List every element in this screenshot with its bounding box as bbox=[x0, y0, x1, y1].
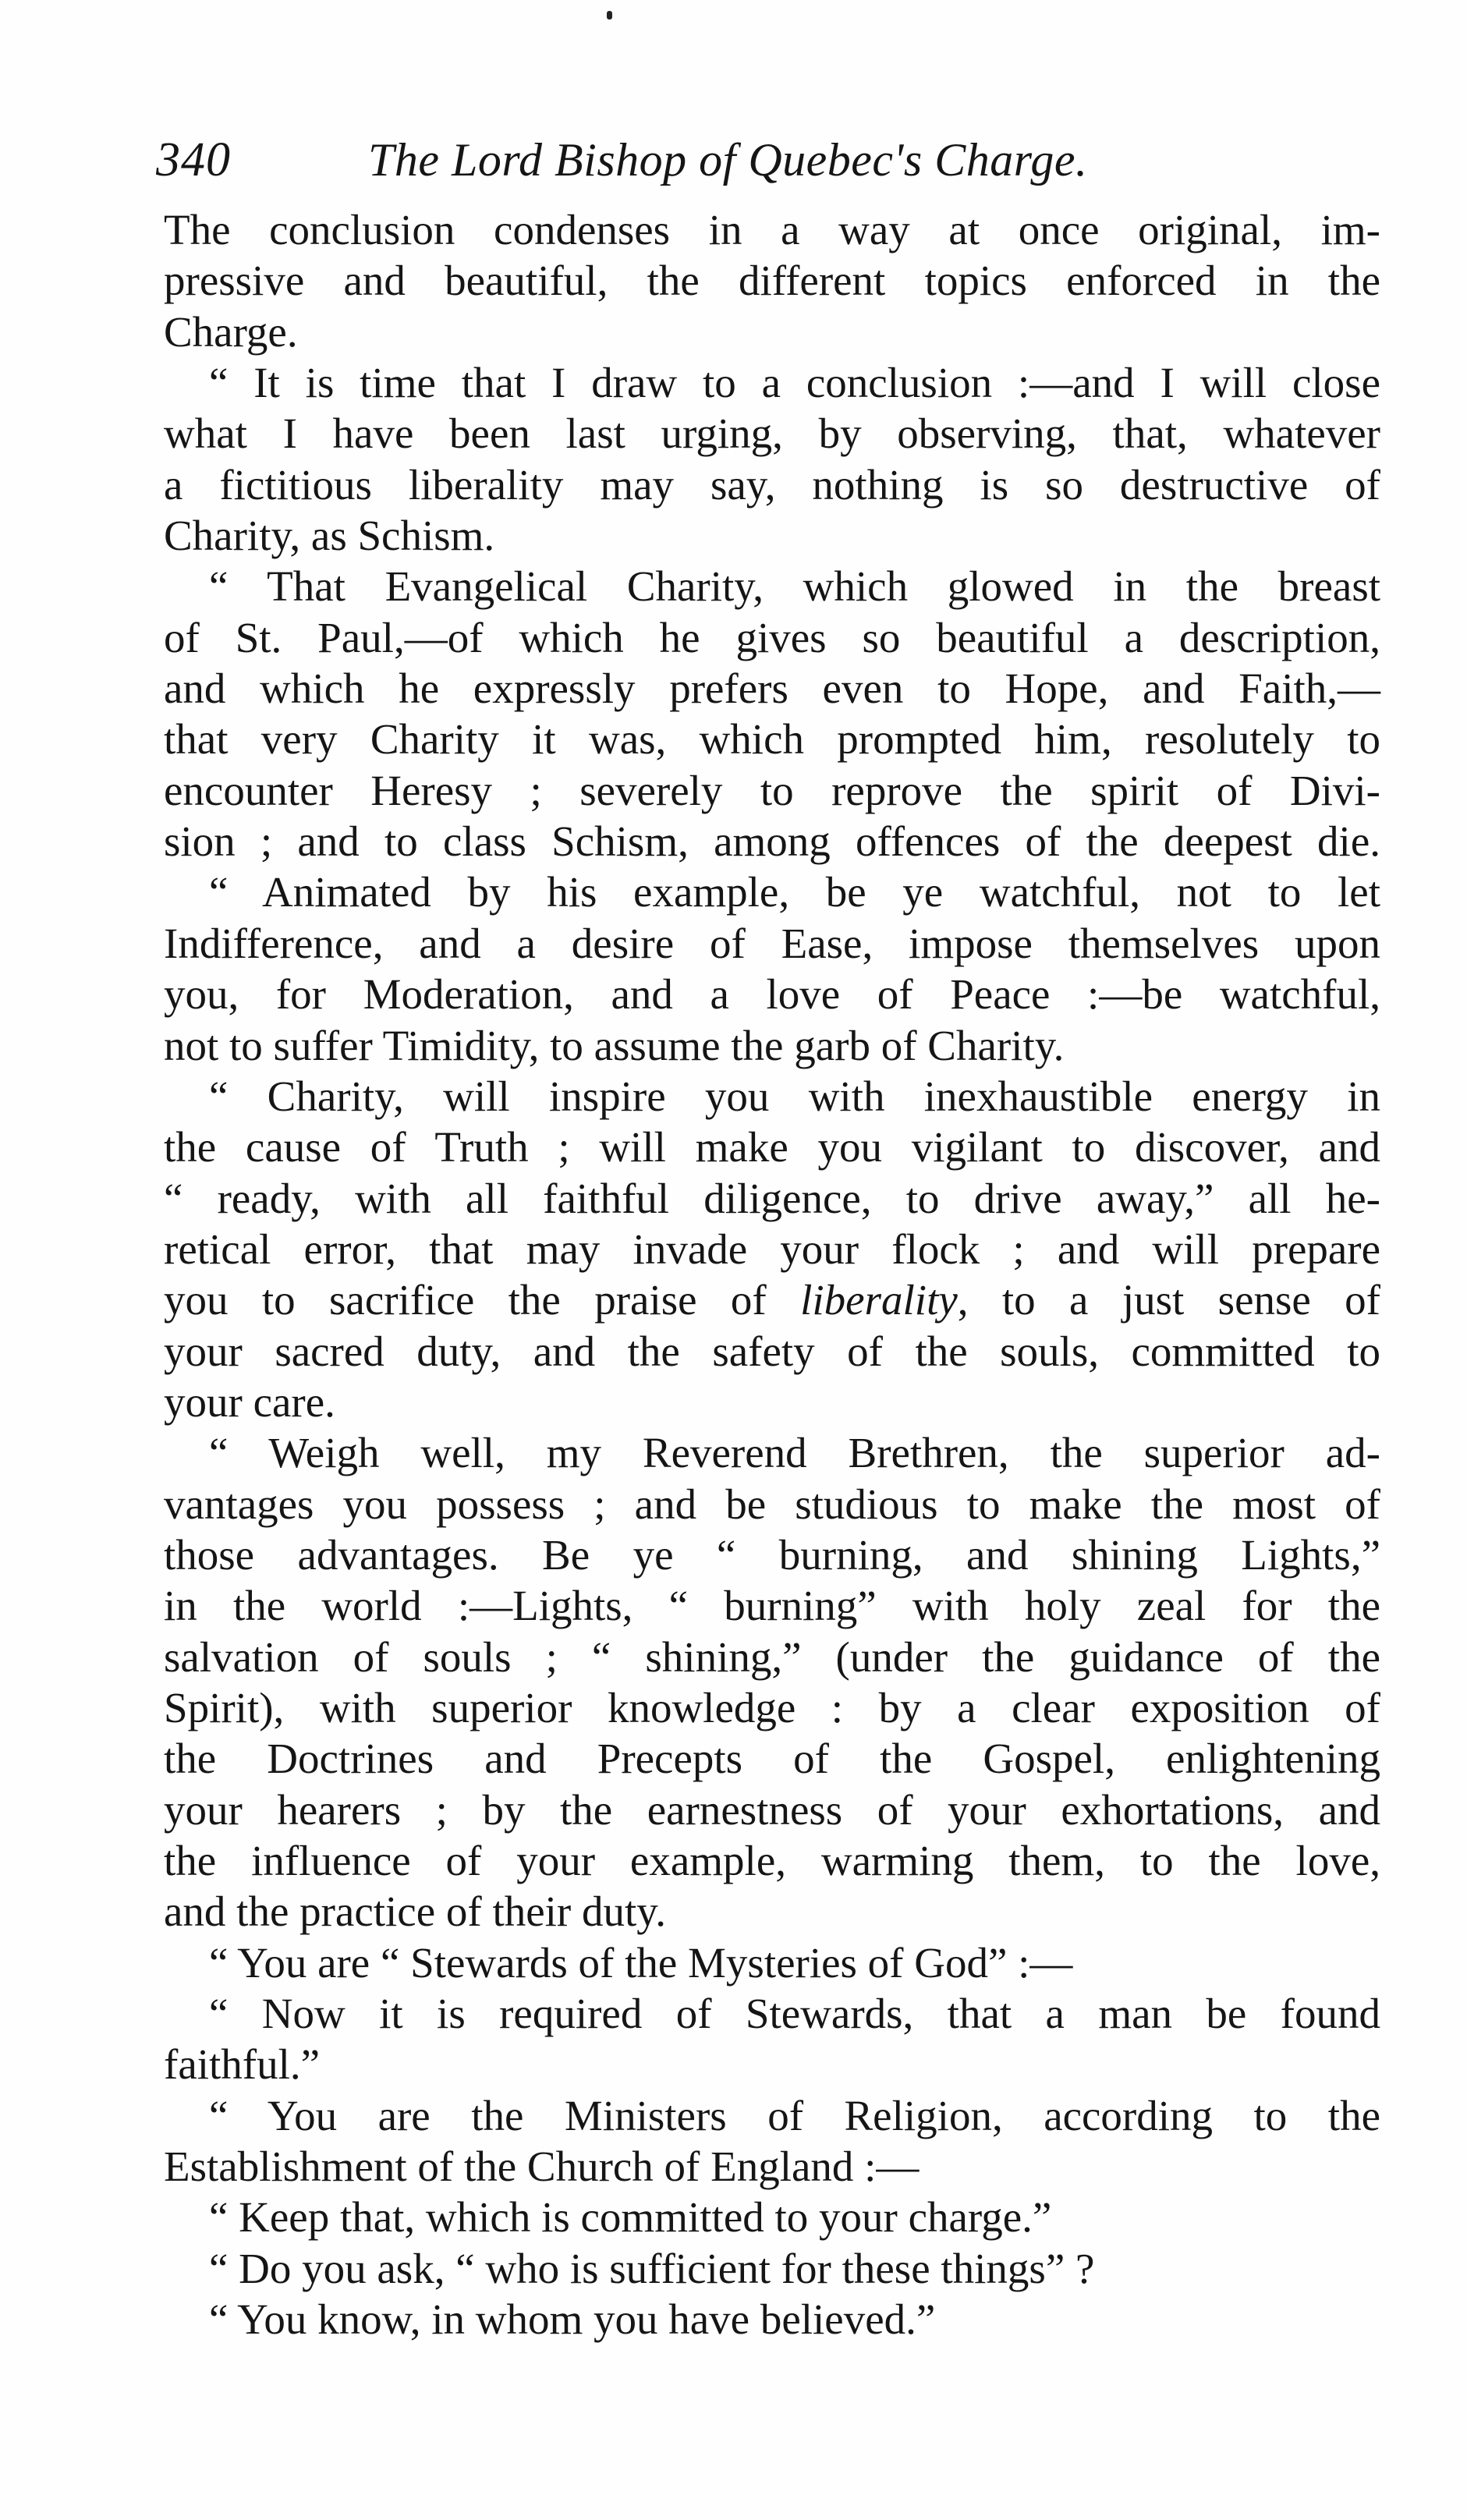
text-line: your hearers ; by the earnestness of your exhortations, and bbox=[164, 1785, 1380, 1834]
text-line: Spirit), with superior knowledge : by a clear exposition of bbox=[164, 1683, 1380, 1731]
text-line: what I have been last urging, by observing, that, whatever bbox=[164, 409, 1380, 458]
text-line: the influence of your example, warming them, to the love, bbox=[164, 1837, 1380, 1884]
text-line: the cause of Truth ; will make you vigilant to discover, and bbox=[164, 1123, 1380, 1171]
text-line: not to suffer Timidity, to assume the garb of Charity. bbox=[164, 1021, 1065, 1069]
text-line: vantages you possess ; and be studious to make the most of bbox=[164, 1480, 1380, 1528]
text-line: that very Charity it was, which prompted him, resolutely to bbox=[164, 715, 1380, 764]
text-line: sion ; and to class Schism, among offences of the deepest die. bbox=[164, 817, 1380, 866]
text-line: pressive and beautiful, the different topics enforced in the bbox=[164, 257, 1380, 305]
text-line: “ Keep that, which is committed to your charge.” bbox=[209, 2193, 1052, 2242]
page-number: 340 bbox=[156, 133, 231, 186]
text-line: those advantages. Be ye “ burning, and shining Lights,” bbox=[164, 1530, 1380, 1579]
text-line: Establishment of the Church of England :— bbox=[164, 2143, 920, 2191]
text-line: “ You are the Ministers of Religion, according to the bbox=[209, 2091, 1380, 2139]
text-line: “ Weigh well, my Reverend Brethren, the superior ad- bbox=[209, 1429, 1380, 1477]
text-line: and the practice of their duty. bbox=[164, 1887, 666, 1936]
text-line: faithful.” bbox=[164, 2040, 321, 2089]
page-header bbox=[156, 125, 1248, 195]
text-line: Indifference, and a desire of Ease, impose themselves upon bbox=[164, 919, 1380, 967]
text-line: “ Now it is required of Stewards, that a man be found bbox=[209, 1990, 1380, 2038]
text-line: “ Charity, will inspire you with inexhaustible energy in bbox=[209, 1072, 1380, 1120]
text-line: “ You know, in whom you have believed.” bbox=[209, 2295, 936, 2344]
text-line: “ Do you ask, “ who is sufficient for these things” ? bbox=[209, 2244, 1095, 2292]
text-line: a fictitious liberality may say, nothing is so destructive of bbox=[164, 460, 1380, 509]
text-line: Charge. bbox=[164, 307, 298, 356]
body-text bbox=[164, 204, 1380, 2345]
text-line: Charity, as Schism. bbox=[164, 512, 495, 560]
text-line: your sacred duty, and the safety of the souls, committed to bbox=[164, 1327, 1380, 1375]
text-line: retical error, that may invade your flock ; and will prepare bbox=[164, 1225, 1380, 1273]
text-line: your care. bbox=[164, 1377, 335, 1426]
text-line: and which he expressly prefers even to Hope, and Faith,— bbox=[164, 665, 1380, 713]
text-line: encounter Heresy ; severely to reprove the spirit of Divi- bbox=[164, 766, 1380, 814]
text-line: you to sacrifice the praise of liberality, to a just sense of bbox=[164, 1276, 1381, 1324]
ink-speck bbox=[607, 11, 612, 19]
running-title: The Lord Bishop of Quebec's Charge. bbox=[368, 134, 1088, 186]
text-line: “ That Evangelical Charity, which glowed in the breast bbox=[209, 562, 1380, 611]
text-line: “ You are “ Stewards of the Mysteries of God” :— bbox=[209, 1938, 1073, 1987]
text-line: of St. Paul,—of which he gives so beautiful a description, bbox=[164, 613, 1380, 661]
text-line: the Doctrines and Precepts of the Gospel, enlightening bbox=[164, 1735, 1380, 1783]
text-line: “ ready, with all faithful diligence, to drive away,” all he- bbox=[164, 1174, 1380, 1222]
text-line: you, for Moderation, and a love of Peace :—be watchful, bbox=[164, 970, 1380, 1019]
text-line: The conclusion condenses in a way at once original, im- bbox=[164, 206, 1380, 253]
emphasis: liberality bbox=[800, 1276, 958, 1324]
text-line: in the world :—Lights, “ burning” with holy zeal for the bbox=[164, 1582, 1380, 1630]
text-line: salvation of souls ; “ shining,” (under the guidance of the bbox=[164, 1632, 1380, 1681]
text-line: “ It is time that I draw to a conclusion :—and I will close bbox=[209, 359, 1380, 407]
text-line: “ Animated by his example, be ye watchful, not to let bbox=[209, 868, 1380, 916]
